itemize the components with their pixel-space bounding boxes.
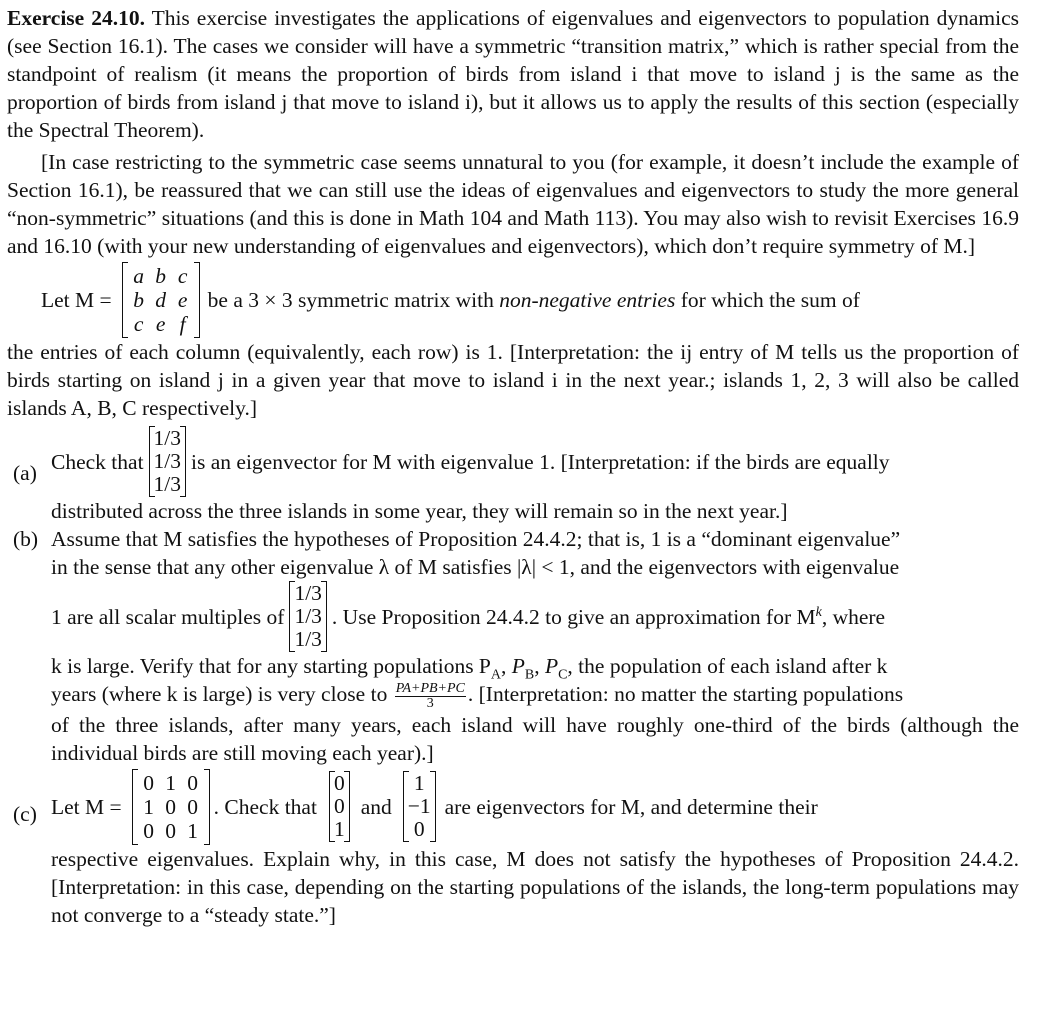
exercise-page [7,4,1019,929]
part-b-line1: Assume that M satisfies the hypotheses of Proposition 24.4.2; that is, 1 is a “dominant eigenvalue” [51,527,901,551]
part-a-post: is an eigenvector for M with eigenvalue 1. [Interpretation: if the birds are equally [191,449,890,474]
part-c-mid: . Check that [213,794,317,819]
let-suffix-italic: non-negative entries [499,288,676,312]
fraction: $\frac{PA+PB+PC}{3}$ [395,680,465,711]
part-b [7,525,1019,767]
part-b-sup: k [815,604,822,620]
let-matrix-line [7,262,1019,338]
part-b-vector: 1/3 1/3 1/3 [289,581,326,652]
part-c-pre: Let M = [51,794,122,819]
paragraph-non-symmetric: [In case restricting to the symmetric case seems unnatural to you (for example, it doesn’t include the example of Section 16.1), be reassured that we can still use the ideas of eigenvalues and eigenvectors to study the more general “non-symmetric” situations (and this is done in Math 104 and Math 113). You may also wish to revisit Exercises 16.9 and 16.10 (with your new understanding of eigenvalues and eigenvectors), which don’t require symmetry of M.] [7,150,1019,258]
part-c-and: and [360,794,392,819]
intro-text: This exercise investigates the applications of eigenvalues and eigenvectors to population dynamics (see Section 16.1). The cases we consider will have a symmetric “transition matrix,” which is rather special from the standpoint of realism (it means the proportion of birds from island i that move to island j is the same as the proportion of birds from island j that move to island i), but it allows us to apply the results of this section (especially the Spectral Theorem). [7,6,1019,142]
part-b-line2: in the sense that any other eigenvalue λ of M satisfies |λ| < 1, and the eigenvectors with eigenvalue [51,555,900,579]
let-prefix: Let M = [41,288,112,312]
part-c-label: (c) [13,801,37,826]
part-b-cont2: years (where k is large) is very close to $\frac{PA+PB+PC}{3}$ . [Interpretation: no matter the starting populations [51,680,904,711]
part-b-cont3: of the three islands, after many years, each island will have roughly one-third of the birds (although the individual birds are still moving each year).] [51,712,1019,765]
part-a-vector: 1/3 1/3 1/3 [149,426,186,497]
exercise-intro [7,4,1019,144]
part-a [7,426,1019,525]
part-a-pre: Check that [51,449,144,474]
general-matrix: a b c b d e c e f [122,262,200,338]
part-c-vector-1: 0 0 1 [329,771,350,842]
part-b-post-end: , where [821,604,886,629]
part-c-vector-2: 1 −1 0 [403,771,436,842]
part-c [7,769,1019,929]
part-b-post: . Use Proposition 24.4.2 to give an approximation for M [331,604,816,629]
part-a-label: (a) [13,461,37,485]
exercise-title: Exercise 24.10. [7,6,145,30]
part-c-matrix: 0 1 0 1 0 0 0 0 1 [132,769,210,845]
part-c-cont: respective eigenvalues. Explain why, in this case, M does not satisfy the hypotheses of Proposition 24.4.2. [Interpretation: in this case, depending on the starting populations of the islands, the long-term populations may not converge to a “steady state.”] [51,846,1019,927]
part-a-cont: distributed across the three islands in some year, they will remain so in the next year.] [51,499,788,523]
part-b-label: (b) [13,527,39,551]
paragraph-interpretation: the entries of each column (equivalently, each row) is 1. [Interpretation: the ij entry of M tells us the proportion of birds starting on island j in a given year that move to island i in the next year.; islands 1, 2, 3 will also be called islands A, B, C respectively.] [7,340,1019,420]
part-b-cont1: k is large. Verify that for any starting populations $P_A$, $P_B$, $P_C$, the population of each island after k [51,654,888,683]
part-c-post: are eigenvectors for M, and determine their [444,794,818,819]
part-b-pre: 1 are all scalar multiples of [51,604,285,629]
let-suffix-1: be a 3 × 3 symmetric matrix with [207,288,494,312]
let-suffix-2: for which the sum of [680,288,860,312]
